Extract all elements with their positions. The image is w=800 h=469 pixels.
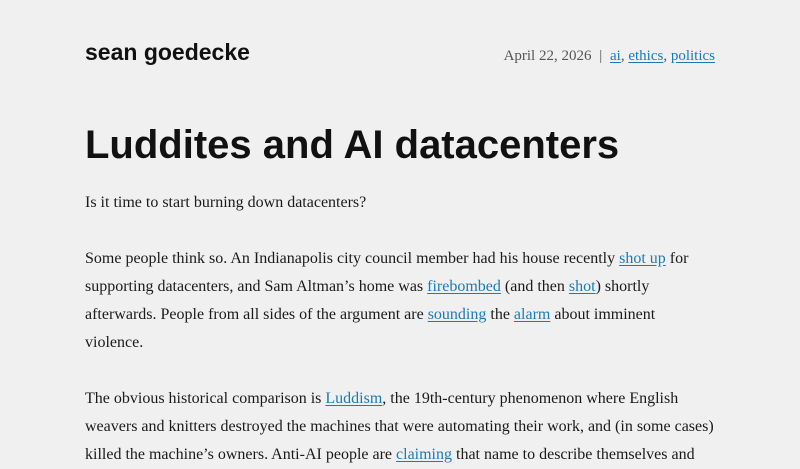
page — [85, 0, 715, 469]
article-paragraph: Some people think so. An Indianapolis city council member had his house recently shot up for supporting datacenters, and Sam Altman’s home was firebombed (and then shot) shortly afterwards. People from all sides of the argument are sounding the alarm about imminent violence. — [85, 250, 689, 351]
alarm-link[interactable]: alarm — [513, 306, 551, 323]
tag-ai-link[interactable]: ai — [610, 48, 621, 64]
tag-ethics-link[interactable]: ethics — [628, 48, 664, 64]
article-intro: Is it time to start burning down datacenters? — [85, 194, 367, 211]
article-title: Luddites and AI datacenters — [85, 123, 620, 167]
post-date: April 22, 2026 — [503, 48, 592, 64]
article-paragraph: The obvious historical comparison is Luddism, the 19th-century phenomenon where English weavers and knitters destroyed the machines that were automating their work, and (in some cases) killed the machine’s owners. Anti-AI people are claiming that name to describe themselves and — [85, 390, 714, 463]
shot-up-link[interactable]: shot up — [619, 250, 666, 267]
shot-link[interactable]: shot — [568, 278, 596, 295]
meta-separator: | — [599, 48, 603, 64]
firebombed-link[interactable]: firebombed — [427, 278, 501, 295]
post-meta: April 22, 2026 | ai, ethics, politics — [503, 48, 715, 64]
claiming-link[interactable]: claiming — [396, 446, 452, 463]
sounding-link[interactable]: sounding — [427, 306, 487, 323]
tag-politics-link[interactable]: politics — [670, 48, 715, 64]
luddism-link[interactable]: Luddism — [325, 390, 383, 407]
site-header — [85, 0, 715, 96]
site-title-link[interactable]: sean goedecke — [85, 39, 250, 65]
